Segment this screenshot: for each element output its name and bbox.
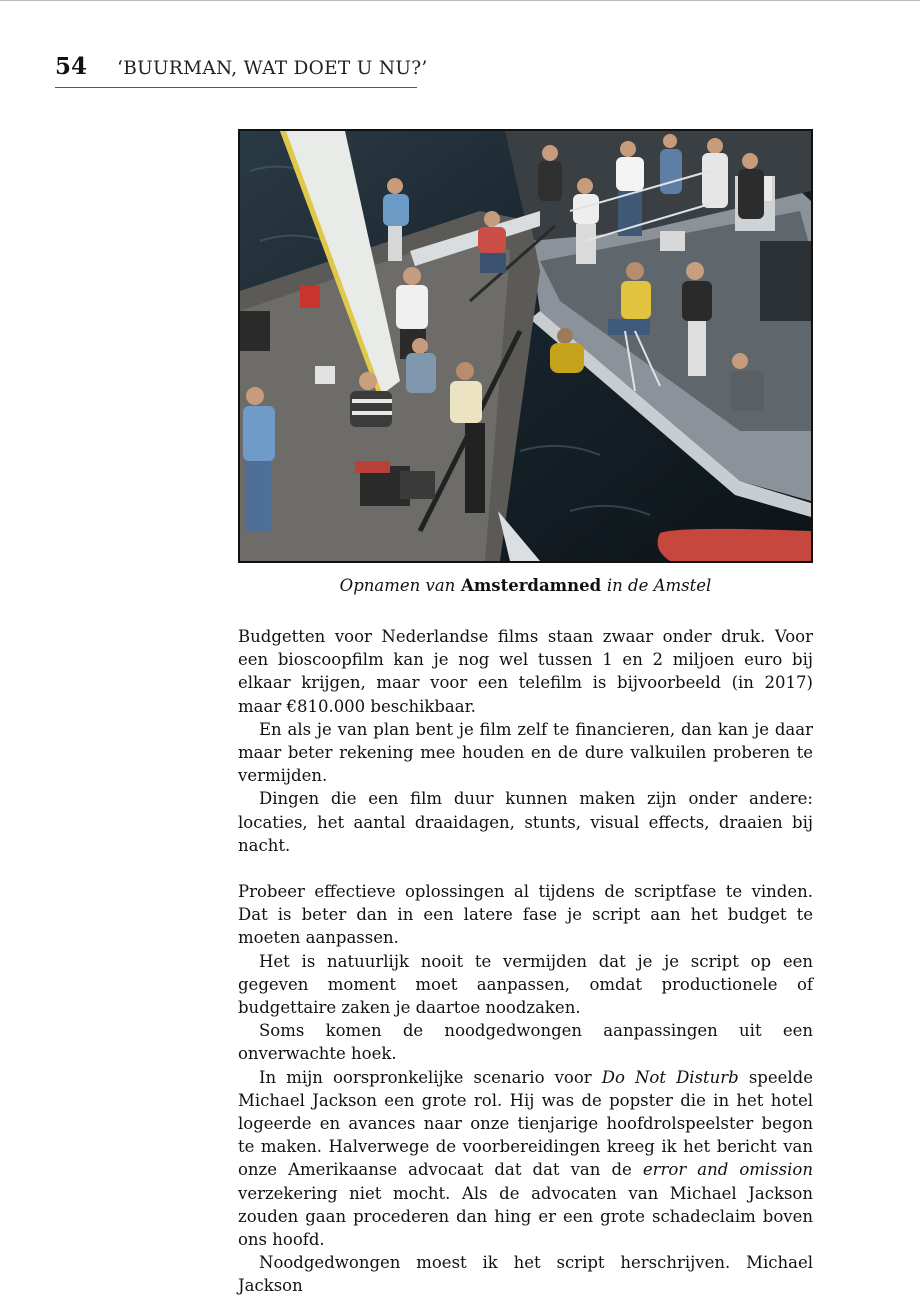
- paragraph: [238, 1019, 813, 1065]
- page-number: 54: [55, 53, 88, 80]
- paragraph-text: Dingen die een film duur kunnen maken zijn onder andere: locaties, het aantal draaidagen, stunts, visual effects, draaien bij nacht.: [238, 789, 813, 855]
- paragraph: [238, 1066, 813, 1252]
- caption-film-title: Amsterdamned: [455, 576, 607, 595]
- paragraph-text: verzekering niet mocht. Als de advocaten van Michael Jackson zouden gaan procederen dan hing er een grote schadeclaim boven ons hoofd.: [238, 1183, 813, 1250]
- italic-phrase: error and omission: [642, 1160, 813, 1180]
- paragraph-text: Soms komen de noodgedwongen aanpassingen uit een onverwachte hoek.: [238, 1021, 813, 1064]
- chapter-title: ‘BUURMAN, WAT DOET U NU?’: [117, 58, 428, 79]
- paragraph-text: En als je van plan bent je film zelf te financieren, dan kan je daar maar beter rekening mee houden en de dure valkuilen proberen te vermijden.: [238, 719, 813, 786]
- paragraph: [238, 950, 813, 1020]
- paragraph: [238, 1251, 813, 1297]
- caption-part: in de Amstel: [606, 576, 712, 595]
- paragraph-text: speelde Michael Jackson een grote rol. Hij was de popster die in het hotel logeerde en avances naar onze tienjarige hoofdrolspeelster begon te maken. Halverwege de voorbereidingen kreeg ik het bericht van onze Amerikaanse advocaat dat dat van de: [238, 1067, 813, 1180]
- photo-caption: [238, 576, 813, 595]
- paragraph: [238, 880, 813, 950]
- paragraph: [238, 625, 813, 718]
- paragraph-text: Probeer effectieve oplossingen al tijdens de scriptfase te vinden. Dat is beter dan in een latere fase je script aan het budget te moeten aanpassen.: [238, 882, 813, 948]
- paragraph: [238, 787, 813, 857]
- body-text: [238, 625, 813, 1298]
- top-rule: [0, 0, 920, 1]
- film-set-photo: [238, 129, 813, 563]
- caption-part: Opnamen van: [339, 576, 456, 595]
- italic-phrase: Do Not Disturb: [601, 1067, 739, 1087]
- paragraph-text: Budgetten voor Nederlandse films staan zwaar onder druk. Voor een bioscoopfilm kan je nog wel tussen 1 en 2 miljoen euro bij elkaar krijgen, maar voor een telefilm is bijvoorbeeld (in 2017) maar €810.000 beschikbaar.: [238, 627, 813, 716]
- paragraph: [238, 718, 813, 788]
- running-head: [55, 53, 428, 88]
- paragraph-text: In mijn oorspronkelijke scenario voor: [259, 1067, 602, 1087]
- paragraph-text: Noodgedwongen moest ik het script herschrijven. Michael Jackson: [238, 1253, 813, 1296]
- paragraph-text: Het is natuurlijk nooit te vermijden dat je je script op een gegeven moment moet aanpassen, omdat productionele of budgettaire zaken je daartoe noodzaken.: [238, 951, 813, 1018]
